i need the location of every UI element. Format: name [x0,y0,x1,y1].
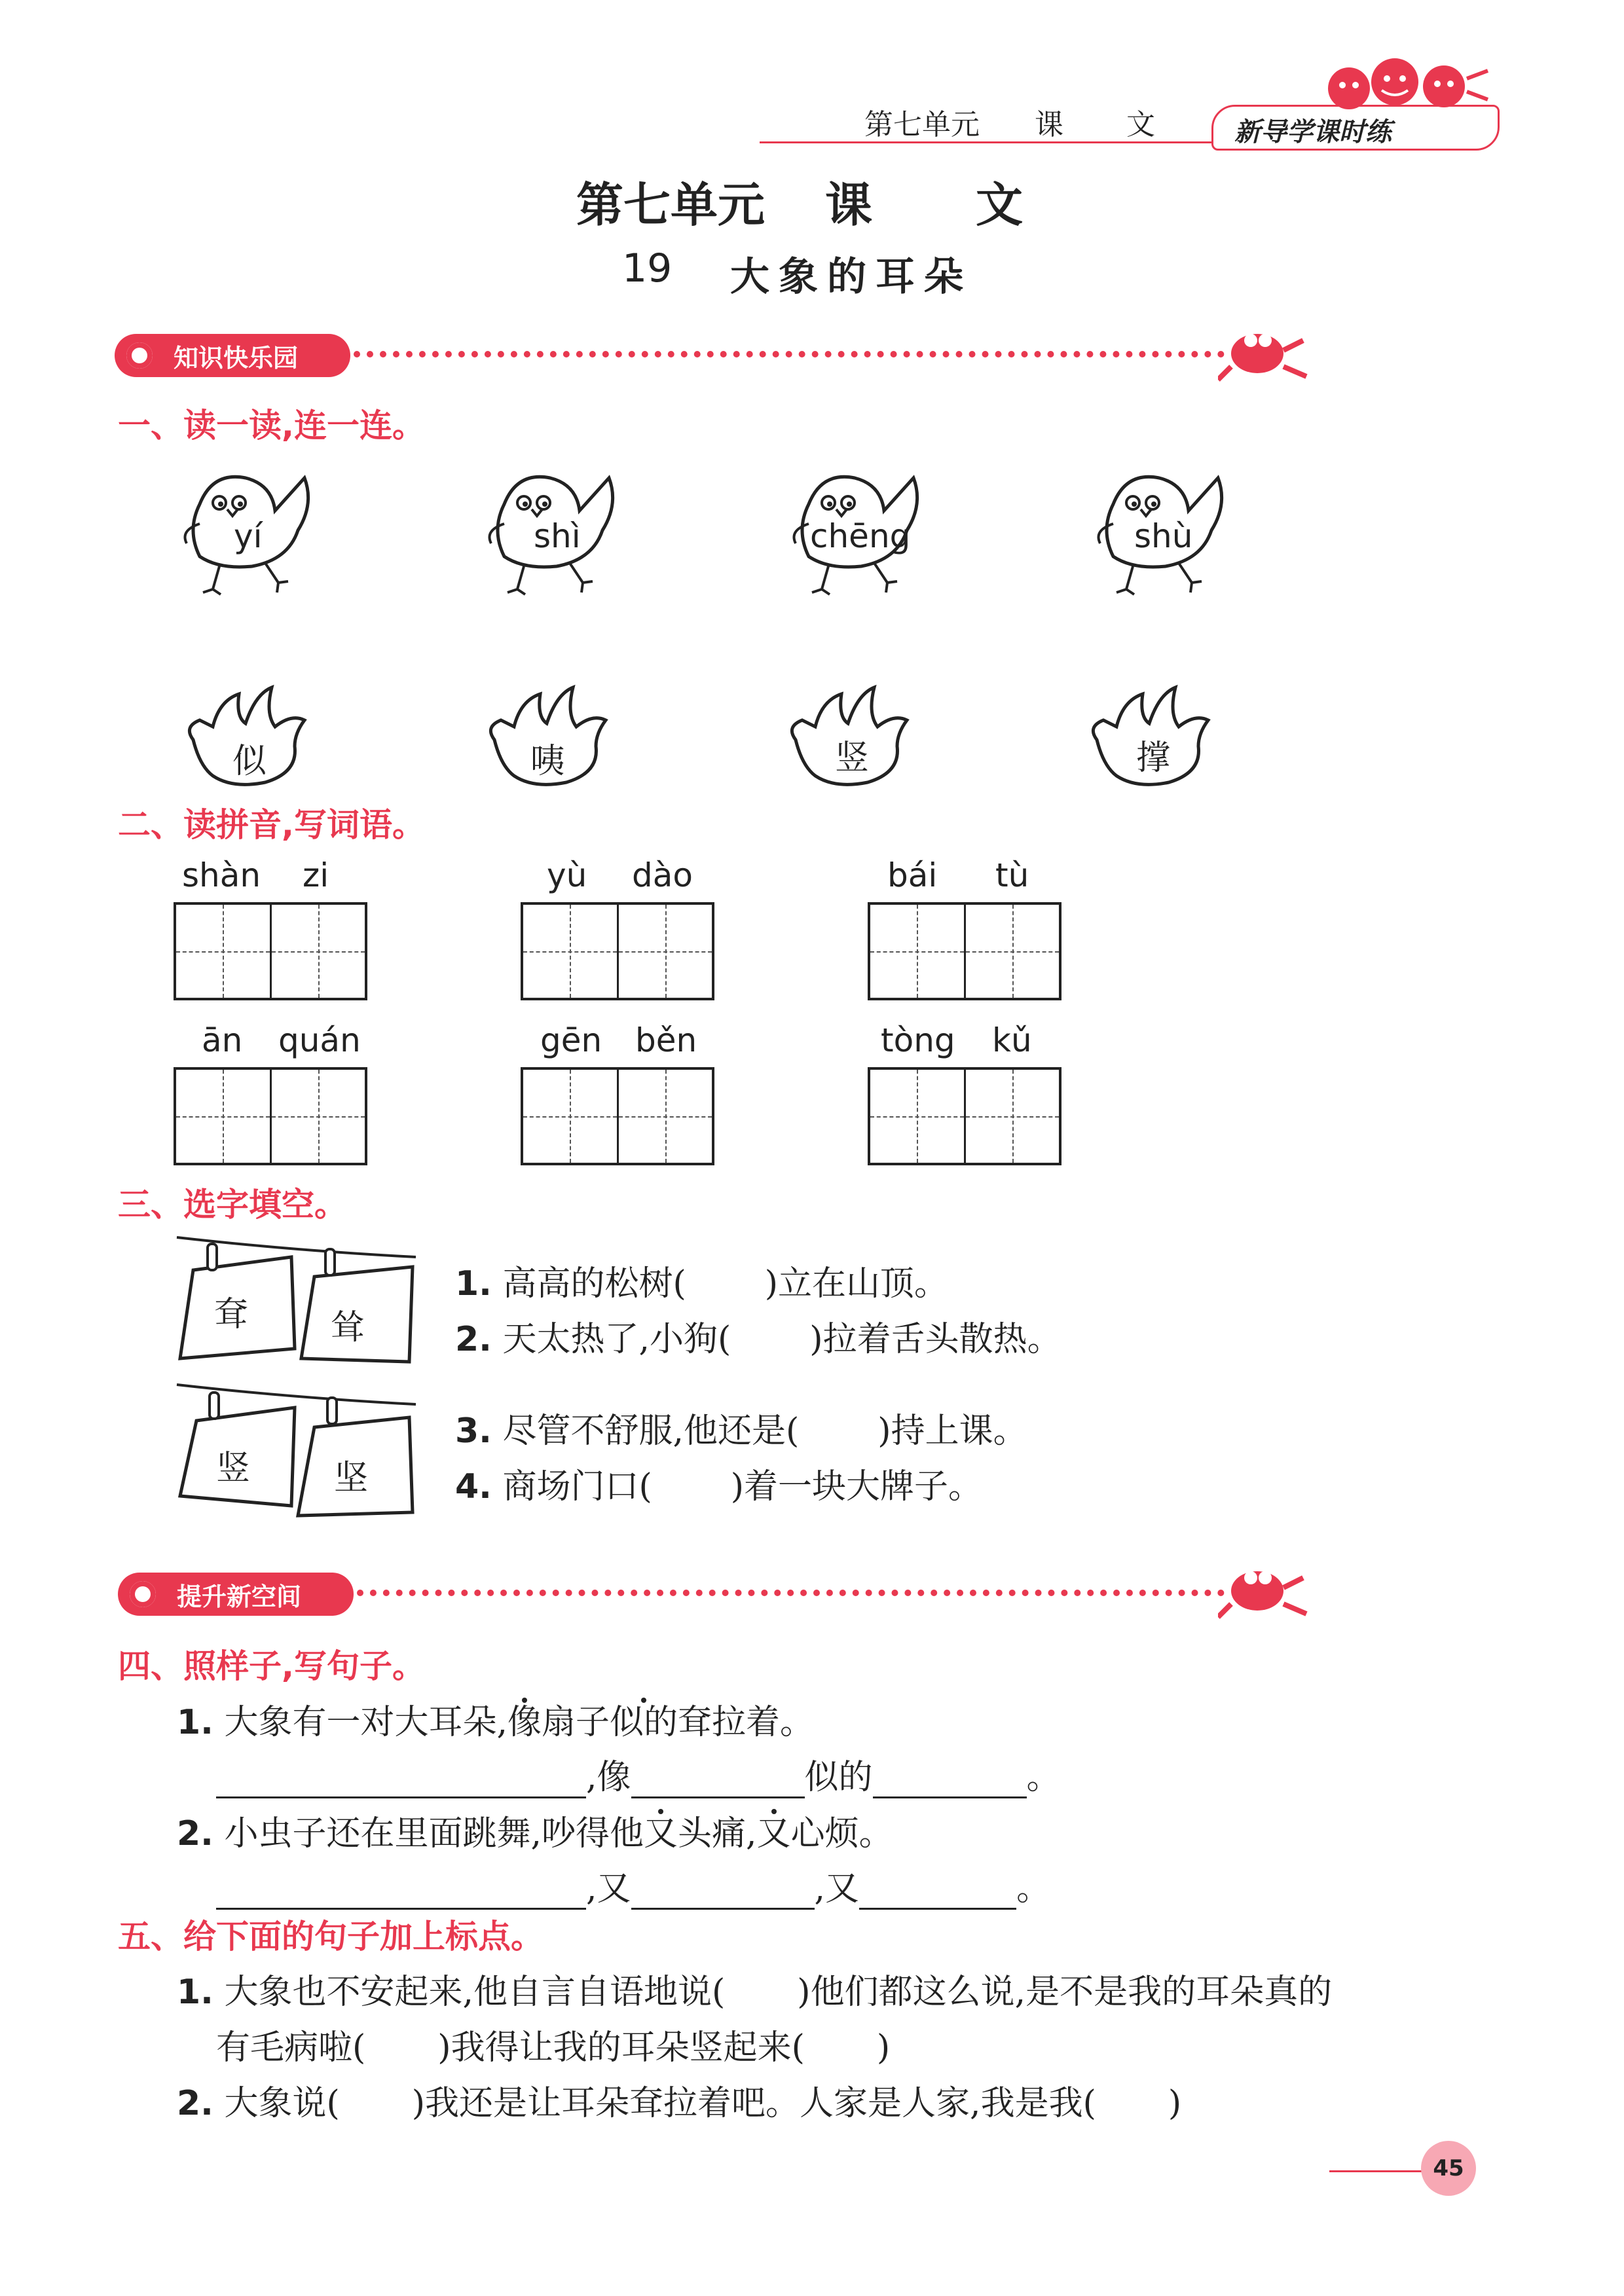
frog-icon [1218,1552,1310,1624]
q5-text: ) [876,2028,891,2068]
chick-2 [478,452,622,596]
ex-emph: 似的 [610,1703,678,1742]
item-text-a: 尽管不舒服,他还是( [502,1412,800,1451]
grass-card-3 [783,681,913,792]
lesson-title [622,246,1080,304]
dotted-divider [354,351,1225,357]
item-number: 1. [177,1703,213,1742]
q5-text: )他们都这么说,是不是我的耳朵真的 [797,1973,1333,2012]
q5-text: 有毛病啦( [216,2028,366,2068]
q4-fill-1 [216,1749,1061,1798]
q5-line-2 [216,2020,890,2069]
word-pinyin-2: běn [635,1021,697,1059]
grass-char: 咦 [530,742,565,781]
grass-char: 竖 [835,738,870,778]
q4-title: 四、照样子,写句子。 [118,1647,425,1685]
word-pinyin-2: zi [303,856,329,894]
header-section2: 文 [1126,108,1155,141]
item-number: 2. [177,1814,213,1853]
tian-grid[interactable] [868,1067,1061,1165]
item-number: 4. [455,1467,492,1506]
ex-emph: 像 [507,1703,542,1742]
header-rule [760,141,1211,143]
q5-line-1 [177,1964,1332,2013]
item-number: 3. [455,1412,492,1451]
answer-line[interactable] [216,1764,586,1798]
word-pinyin-1: shàn [182,856,261,894]
q5-text: )我还是让耳朵耷拉着吧。人家是人家,我是我( [411,2084,1096,2123]
item-number: 1. [177,1973,213,2012]
q5-text: ) [1168,2084,1182,2123]
page-number [1421,2141,1476,2196]
fill-text: 似的 [804,1758,873,1797]
fill-text: ,又 [586,1869,631,1908]
item-text-a: 高高的松树( [502,1264,686,1303]
badge-label: 知识快乐园 [174,343,299,373]
grass-card-2 [481,681,612,792]
q4-example-1 [177,1694,814,1743]
chick-4 [1087,452,1231,596]
lesson-name: 大象的耳朵 [730,254,972,300]
chick-3 [783,452,927,596]
badge-dot-icon [130,1581,156,1607]
dotted-divider [357,1590,1225,1596]
q4-fill-2 [216,1861,1050,1910]
section-badge-knowledge [115,334,350,377]
word-pinyin-1: bái [887,856,938,894]
word-pinyin-1: ān [202,1021,243,1059]
item-text-b: )着一块大牌子。 [730,1467,983,1506]
q3-item-1 [455,1256,948,1305]
item-text-b: )持上课。 [877,1412,1027,1451]
ex-text: 大象有一对大耳朵, [224,1703,507,1742]
answer-line[interactable] [216,1875,586,1910]
chick-pinyin: chēng [810,517,911,555]
lesson-number: 19 [622,246,673,291]
card-char: 耸 [331,1308,365,1347]
badge-label: 提升新空间 [177,1582,302,1611]
hanging-cards-1 [174,1231,422,1381]
tian-grid[interactable] [521,1067,714,1165]
q5-text: 大象说( [224,2084,340,2123]
grass-card-4 [1084,681,1215,792]
q5-text: 大象也不安起来,他自言自语地说( [224,1973,726,2012]
header-unit: 第七单元 [864,108,980,141]
chick-pinyin: shù [1134,517,1193,555]
ex-text: 头痛, [678,1814,757,1853]
word-pinyin-1: gēn [540,1021,602,1059]
q2-title: 二、读拼音,写词语。 [118,806,425,844]
header-brand: 新导学课时练 [1234,117,1392,147]
word-pinyin-1: tòng [881,1021,955,1059]
ex-text: 耷拉着。 [678,1703,815,1742]
frog-icon [1218,314,1310,386]
word-pinyin-2: tù [995,856,1029,894]
ex-text: 心烦。 [790,1814,893,1853]
answer-line[interactable] [631,1875,815,1910]
word-pinyin-2: quán [278,1021,361,1059]
tian-grid[interactable] [521,902,714,1000]
card-char: 耷 [214,1295,249,1334]
q1-title: 一、读一读,连一连。 [118,407,425,445]
answer-line[interactable] [631,1764,805,1798]
page-number-text: 45 [1433,2155,1464,2181]
answer-line[interactable] [873,1764,1027,1798]
item-text-a: 商场门口( [502,1467,652,1506]
q3-title: 三、选字填空。 [118,1186,347,1224]
word-pinyin-2: kǔ [992,1021,1032,1059]
ex-emph: 又 [756,1814,791,1853]
chick-pinyin: yí [234,517,263,555]
card-char: 竖 [216,1449,251,1488]
fill-text: 。 [1026,1758,1061,1797]
tian-grid[interactable] [174,902,367,1000]
q3-item-4 [455,1459,982,1508]
q4-example-2 [177,1806,893,1855]
q5-text: )我得让我的耳朵竖起来( [437,2028,805,2068]
item-text-b: )拉着舌头散热。 [809,1320,1061,1359]
kids-mascot-icon [1316,52,1493,124]
fill-text: ,又 [814,1869,860,1908]
item-number: 2. [177,2084,213,2123]
tian-grid[interactable] [174,1067,367,1165]
title-section2: 文 [976,177,1024,232]
section-badge-improve [118,1573,354,1616]
title-unit: 第七单元 [576,177,766,232]
title-section: 课 [825,177,873,232]
word-pinyin-1: yù [547,856,587,894]
ex-text: 小虫子还在里面跳舞,吵得他 [224,1814,644,1853]
chick-1 [174,452,318,596]
grass-char: 撑 [1136,738,1171,778]
grass-char: 似 [232,742,267,781]
fill-text: 。 [1016,1869,1051,1908]
item-text-b: )立在山顶。 [764,1264,949,1303]
answer-line[interactable] [859,1875,1016,1910]
hanging-cards-2 [174,1378,422,1535]
grass-card-1 [180,681,311,792]
ex-emph: 又 [644,1814,678,1853]
item-text-a: 天太热了,小狗( [502,1320,731,1359]
q5-line-3 [177,2075,1181,2124]
q3-item-2 [455,1311,1061,1360]
card-char: 坚 [334,1459,369,1498]
q3-item-3 [455,1403,1027,1452]
chick-pinyin: shì [534,517,581,555]
badge-dot-icon [126,342,153,369]
ex-text: 扇子 [542,1703,610,1742]
item-number: 2. [455,1320,492,1359]
q5-title: 五、给下面的句子加上标点。 [118,1918,544,1956]
page-title [0,167,1624,232]
word-pinyin-2: dào [632,856,693,894]
header-section: 课 [1035,108,1063,141]
item-number: 1. [455,1264,492,1303]
footer-rule [1329,2170,1428,2172]
tian-grid[interactable] [868,902,1061,1000]
fill-text: ,像 [586,1758,631,1797]
